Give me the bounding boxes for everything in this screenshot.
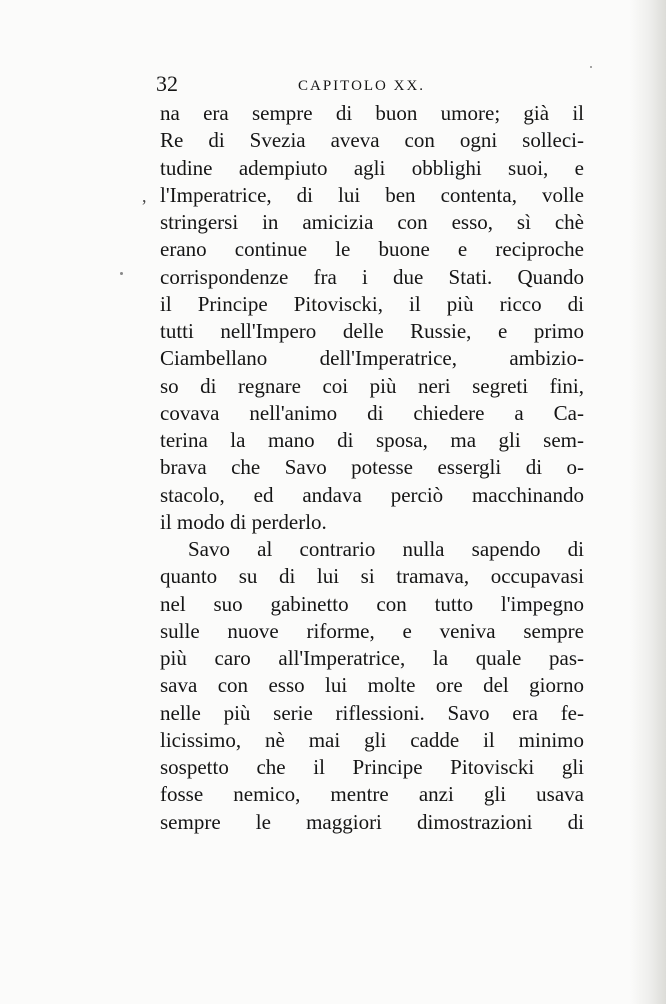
text-line: stringersi in amicizia con esso, sì chè — [160, 210, 584, 234]
text-line: più caro all'Imperatrice, la quale pas- — [160, 646, 584, 670]
text-line: il modo di perderlo. — [160, 509, 327, 534]
text-line: sospetto che il Principe Pitoviscki gli — [160, 755, 584, 779]
page-header — [156, 70, 588, 100]
text-line: Ciambellano dell'Imperatrice, ambizio- — [160, 346, 584, 371]
text-line: brava che Savo potesse essergli di o- — [160, 455, 584, 480]
text-line: il Principe Pitoviscki, il più ricco di — [160, 291, 584, 316]
text-line: fosse nemico, mentre anzi gli usava — [160, 782, 584, 807]
running-head: CAPITOLO XX. — [298, 78, 426, 94]
text-line: corrispondenze fra i due Stati. Quando — [160, 264, 584, 289]
text-line: tudine adempiuto agli obblighi suoi, e — [160, 155, 584, 180]
body-text — [160, 100, 584, 836]
page-number: 32 — [156, 71, 178, 96]
text-line: Re di Svezia aveva con ogni solleci- — [160, 128, 584, 153]
text-line: l'Imperatrice, di lui ben contenta, volle — [160, 182, 584, 207]
text-line: tutti nell'Impero delle Russie, e primo — [160, 319, 584, 343]
text-line: sulle nuove riforme, e veniva sempre — [160, 618, 584, 643]
text-line: stacolo, ed andava perciò macchinando — [160, 482, 584, 507]
text-line: nelle più serie riflessioni. Savo era fe- — [160, 700, 584, 725]
text-line: quanto su di lui si tramava, occupavasi — [160, 564, 584, 589]
text-line: so di regnare coi più neri segreti fini, — [160, 373, 584, 398]
margin-mark: , — [142, 186, 147, 206]
text-line: na era sempre di buon umore; già il — [160, 101, 584, 125]
paragraph-first-line: Savo al contrario nulla sapendo di — [188, 537, 584, 561]
text-line: erano continue le buone e reciproche — [160, 237, 584, 262]
text-line: sava con esso lui molte ore del giorno — [160, 673, 584, 698]
page-edge-shadow — [630, 0, 666, 1004]
text-line: licissimo, nè mai gli cadde il minimo — [160, 727, 584, 752]
paper-speck — [120, 272, 123, 275]
text-line: sempre le maggiori dimostrazioni di — [160, 809, 584, 834]
text-line: covava nell'animo di chiedere a Ca- — [160, 400, 584, 425]
text-line: nel suo gabinetto con tutto l'impegno — [160, 591, 584, 616]
text-line: terina la mano di sposa, ma gli sem- — [160, 428, 584, 452]
paper-speck — [590, 66, 592, 68]
